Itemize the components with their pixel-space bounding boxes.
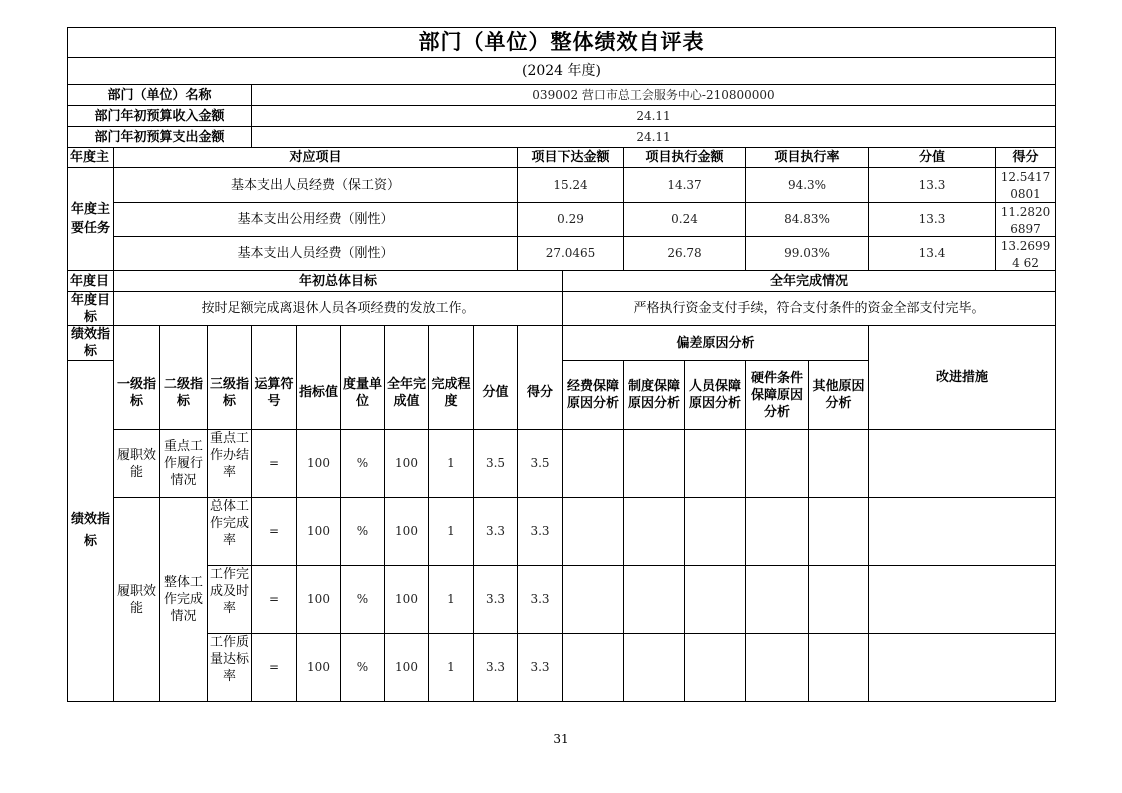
- task-col-score: 得分: [996, 148, 1056, 168]
- task-col-issued: 项目下达金额: [518, 148, 624, 168]
- dept-name-label: 部门（单位）名称: [67, 85, 252, 106]
- annual-cell: 100: [385, 498, 429, 566]
- income-value: 24.11: [252, 106, 1056, 127]
- task-row-value: 13.3: [869, 203, 996, 237]
- level3-cell: 总体工作完成率: [208, 498, 252, 566]
- goal-col-completion: 全年完成情况: [563, 271, 1056, 292]
- task-row-issued: 15.24: [518, 168, 624, 203]
- annual-cell: 100: [385, 566, 429, 634]
- level3-cell: 重点工作办结率: [208, 430, 252, 498]
- annual-cell: 100: [385, 634, 429, 702]
- level3-cell: 工作完成及时率: [208, 566, 252, 634]
- degree-cell: 1: [429, 430, 474, 498]
- expense-label: 部门年初预算支出金额: [67, 127, 252, 148]
- level2-cell: 重点工作履行情况: [160, 430, 208, 498]
- task-row-score: 12.54170801: [996, 168, 1056, 203]
- unit-cell: %: [341, 498, 385, 566]
- improve-cell: [869, 566, 1056, 634]
- income-label: 部门年初预算收入金额: [67, 106, 252, 127]
- task-row-value: 13.3: [869, 168, 996, 203]
- hdr-dev-system: 制度保障原因分析: [624, 361, 685, 430]
- dev-funding-cell: [563, 634, 624, 702]
- task-col-executed: 项目执行金额: [624, 148, 746, 168]
- hdr-dev-hardware: 硬件条件保障原因分析: [746, 361, 809, 430]
- dept-name-value: 039002 营口市总工会服务中心-210800000: [252, 85, 1056, 106]
- hdr-degree: 完成程度: [429, 326, 474, 430]
- level1-cell: 履职效能: [114, 498, 160, 702]
- goal-completion-text: 严格执行资金支付手续，符合支付条件的资金全部支付完毕。: [563, 292, 1056, 326]
- task-row-executed: 0.24: [624, 203, 746, 237]
- task-side-label: 年度主要任务: [67, 168, 114, 271]
- hdr-level3: 三级指标: [208, 326, 252, 430]
- target-cell: 100: [297, 498, 341, 566]
- goal-col-year: 年度目: [67, 271, 114, 292]
- hdr-value: 分值: [474, 326, 518, 430]
- hdr-annual: 全年完成值: [385, 326, 429, 430]
- value-cell: 3.5: [474, 430, 518, 498]
- score-cell: 3.3: [518, 634, 563, 702]
- unit-cell: %: [341, 634, 385, 702]
- dev-other-cell: [809, 498, 869, 566]
- operator-cell: =: [252, 498, 297, 566]
- hdr-operator: 运算符号: [252, 326, 297, 430]
- dev-funding-cell: [563, 566, 624, 634]
- value-cell: 3.3: [474, 498, 518, 566]
- level2-cell: 整体工作完成情况: [160, 498, 208, 702]
- goal-initial-text: 按时足额完成离退休人员各项经费的发放工作。: [114, 292, 563, 326]
- task-row-rate: 99.03%: [746, 237, 869, 271]
- dev-system-cell: [624, 430, 685, 498]
- page-number: 31: [553, 732, 569, 746]
- level3-cell: 工作质量达标率: [208, 634, 252, 702]
- target-cell: 100: [297, 566, 341, 634]
- operator-cell: =: [252, 430, 297, 498]
- evaluation-table: [67, 27, 1056, 702]
- dev-other-cell: [809, 634, 869, 702]
- annual-cell: 100: [385, 430, 429, 498]
- improve-cell: [869, 498, 1056, 566]
- operator-cell: =: [252, 566, 297, 634]
- unit-cell: %: [341, 566, 385, 634]
- task-row-name: 基本支出人员经费（保工资）: [114, 168, 518, 203]
- hdr-dev-staff: 人员保障原因分析: [685, 361, 746, 430]
- dev-hardware-cell: [746, 430, 809, 498]
- task-row-issued: 0.29: [518, 203, 624, 237]
- hdr-dev-funding: 经费保障原因分析: [563, 361, 624, 430]
- task-row-executed: 14.37: [624, 168, 746, 203]
- dev-other-cell: [809, 430, 869, 498]
- target-cell: 100: [297, 430, 341, 498]
- dev-staff-cell: [685, 634, 746, 702]
- task-row-score: 13.26994 62: [996, 237, 1056, 271]
- expense-value: 24.11: [252, 127, 1056, 148]
- hdr-unit: 度量单位: [341, 326, 385, 430]
- hdr-dev-other: 其他原因分析: [809, 361, 869, 430]
- dev-hardware-cell: [746, 634, 809, 702]
- dev-system-cell: [624, 634, 685, 702]
- dev-system-cell: [624, 566, 685, 634]
- table-title: 部门（单位）整体绩效自评表: [67, 27, 1056, 58]
- task-row-rate: 84.83%: [746, 203, 869, 237]
- dev-staff-cell: [685, 430, 746, 498]
- dev-funding-cell: [563, 498, 624, 566]
- improve-cell: [869, 430, 1056, 498]
- task-col-value: 分值: [869, 148, 996, 168]
- indicator-side-label-top: 绩效指标: [67, 326, 114, 361]
- dev-hardware-cell: [746, 566, 809, 634]
- hdr-level1: 一级指标: [114, 326, 160, 430]
- task-row-rate: 94.3%: [746, 168, 869, 203]
- hdr-improve: 改进措施: [869, 326, 1056, 430]
- goal-row-label: 年度目标: [67, 292, 114, 326]
- operator-cell: =: [252, 634, 297, 702]
- score-cell: 3.5: [518, 430, 563, 498]
- indicator-side-label: 绩效指标: [67, 361, 114, 702]
- score-cell: 3.3: [518, 566, 563, 634]
- task-row-issued: 27.0465: [518, 237, 624, 271]
- level1-cell: 履职效能: [114, 430, 160, 498]
- improve-cell: [869, 634, 1056, 702]
- task-row-name: 基本支出公用经费（刚性）: [114, 203, 518, 237]
- task-row-score: 11.28206897: [996, 203, 1056, 237]
- value-cell: 3.3: [474, 566, 518, 634]
- task-row-executed: 26.78: [624, 237, 746, 271]
- task-row-name: 基本支出人员经费（刚性）: [114, 237, 518, 271]
- goal-col-initial: 年初总体目标: [114, 271, 563, 292]
- task-col-item: 对应项目: [114, 148, 518, 168]
- task-col-year: 年度主: [67, 148, 114, 168]
- target-cell: 100: [297, 634, 341, 702]
- score-cell: 3.3: [518, 498, 563, 566]
- dev-staff-cell: [685, 566, 746, 634]
- dev-hardware-cell: [746, 498, 809, 566]
- dev-staff-cell: [685, 498, 746, 566]
- task-col-rate: 项目执行率: [746, 148, 869, 168]
- dev-system-cell: [624, 498, 685, 566]
- degree-cell: 1: [429, 634, 474, 702]
- task-row-value: 13.4: [869, 237, 996, 271]
- dev-funding-cell: [563, 430, 624, 498]
- unit-cell: %: [341, 430, 385, 498]
- hdr-deviation: 偏差原因分析: [563, 326, 869, 361]
- hdr-target: 指标值: [297, 326, 341, 430]
- hdr-level2: 二级指标: [160, 326, 208, 430]
- degree-cell: 1: [429, 566, 474, 634]
- dev-other-cell: [809, 566, 869, 634]
- degree-cell: 1: [429, 498, 474, 566]
- table-year: (2024 年度): [67, 58, 1056, 85]
- hdr-score: 得分: [518, 326, 563, 430]
- value-cell: 3.3: [474, 634, 518, 702]
